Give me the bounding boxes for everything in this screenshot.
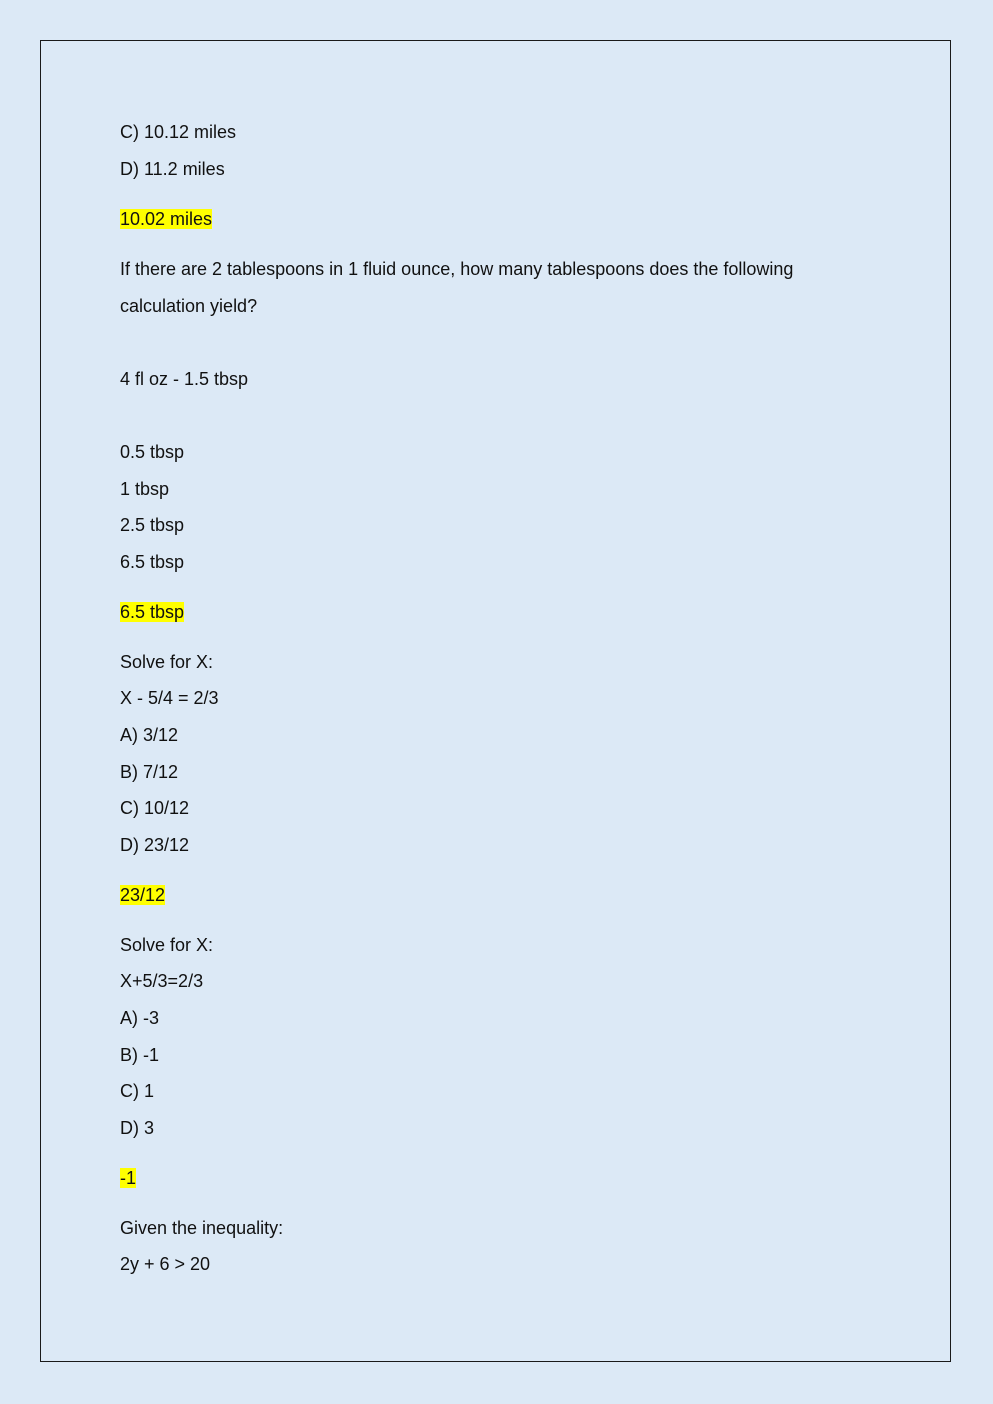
- q5-prompt: Given the inequality:: [120, 1218, 284, 1238]
- q2-expression: 4 fl oz - 1.5 tbsp: [120, 369, 249, 389]
- q2-question-line1: If there are 2 tablespoons in 1 fluid ounce, how many tablespoons does the following: [120, 259, 794, 279]
- q3-answer: [120, 884, 165, 906]
- q4-option-a: A) -3: [120, 1008, 160, 1028]
- q1-answer: [120, 208, 212, 230]
- q3-prompt: Solve for X:: [120, 652, 214, 672]
- q4-option-d: D) 3: [120, 1118, 155, 1138]
- q3-option-d: D) 23/12: [120, 835, 190, 855]
- q3-option-a: A) 3/12: [120, 725, 179, 745]
- q2-option-3: 2.5 tbsp: [120, 515, 185, 535]
- q1-option-c: C) 10.12 miles: [120, 122, 237, 142]
- q3-equation: X - 5/4 = 2/3: [120, 688, 219, 708]
- q4-answer-highlight: -1: [120, 1168, 137, 1188]
- q4-equation: X+5/3=2/3: [120, 971, 204, 991]
- q3-option-b: B) 7/12: [120, 762, 179, 782]
- q4-option-c: C) 1: [120, 1081, 155, 1101]
- q1-answer-highlight: 10.02 miles: [120, 209, 213, 229]
- q4-prompt: Solve for X:: [120, 935, 214, 955]
- q3-answer-highlight: 23/12: [120, 885, 166, 905]
- q1-option-d: D) 11.2 miles: [120, 159, 225, 179]
- q2-option-1: 0.5 tbsp: [120, 442, 185, 462]
- q2-question-line2: calculation yield?: [120, 296, 258, 316]
- q3-option-c: C) 10/12: [120, 798, 190, 818]
- q4-answer: [120, 1167, 136, 1189]
- q2-option-2: 1 tbsp: [120, 479, 170, 499]
- q5-inequality: 2y + 6 > 20: [120, 1254, 211, 1274]
- q2-answer: [120, 601, 184, 623]
- q2-option-4: 6.5 tbsp: [120, 552, 185, 572]
- q2-answer-highlight: 6.5 tbsp: [120, 602, 185, 622]
- q4-option-b: B) -1: [120, 1045, 160, 1065]
